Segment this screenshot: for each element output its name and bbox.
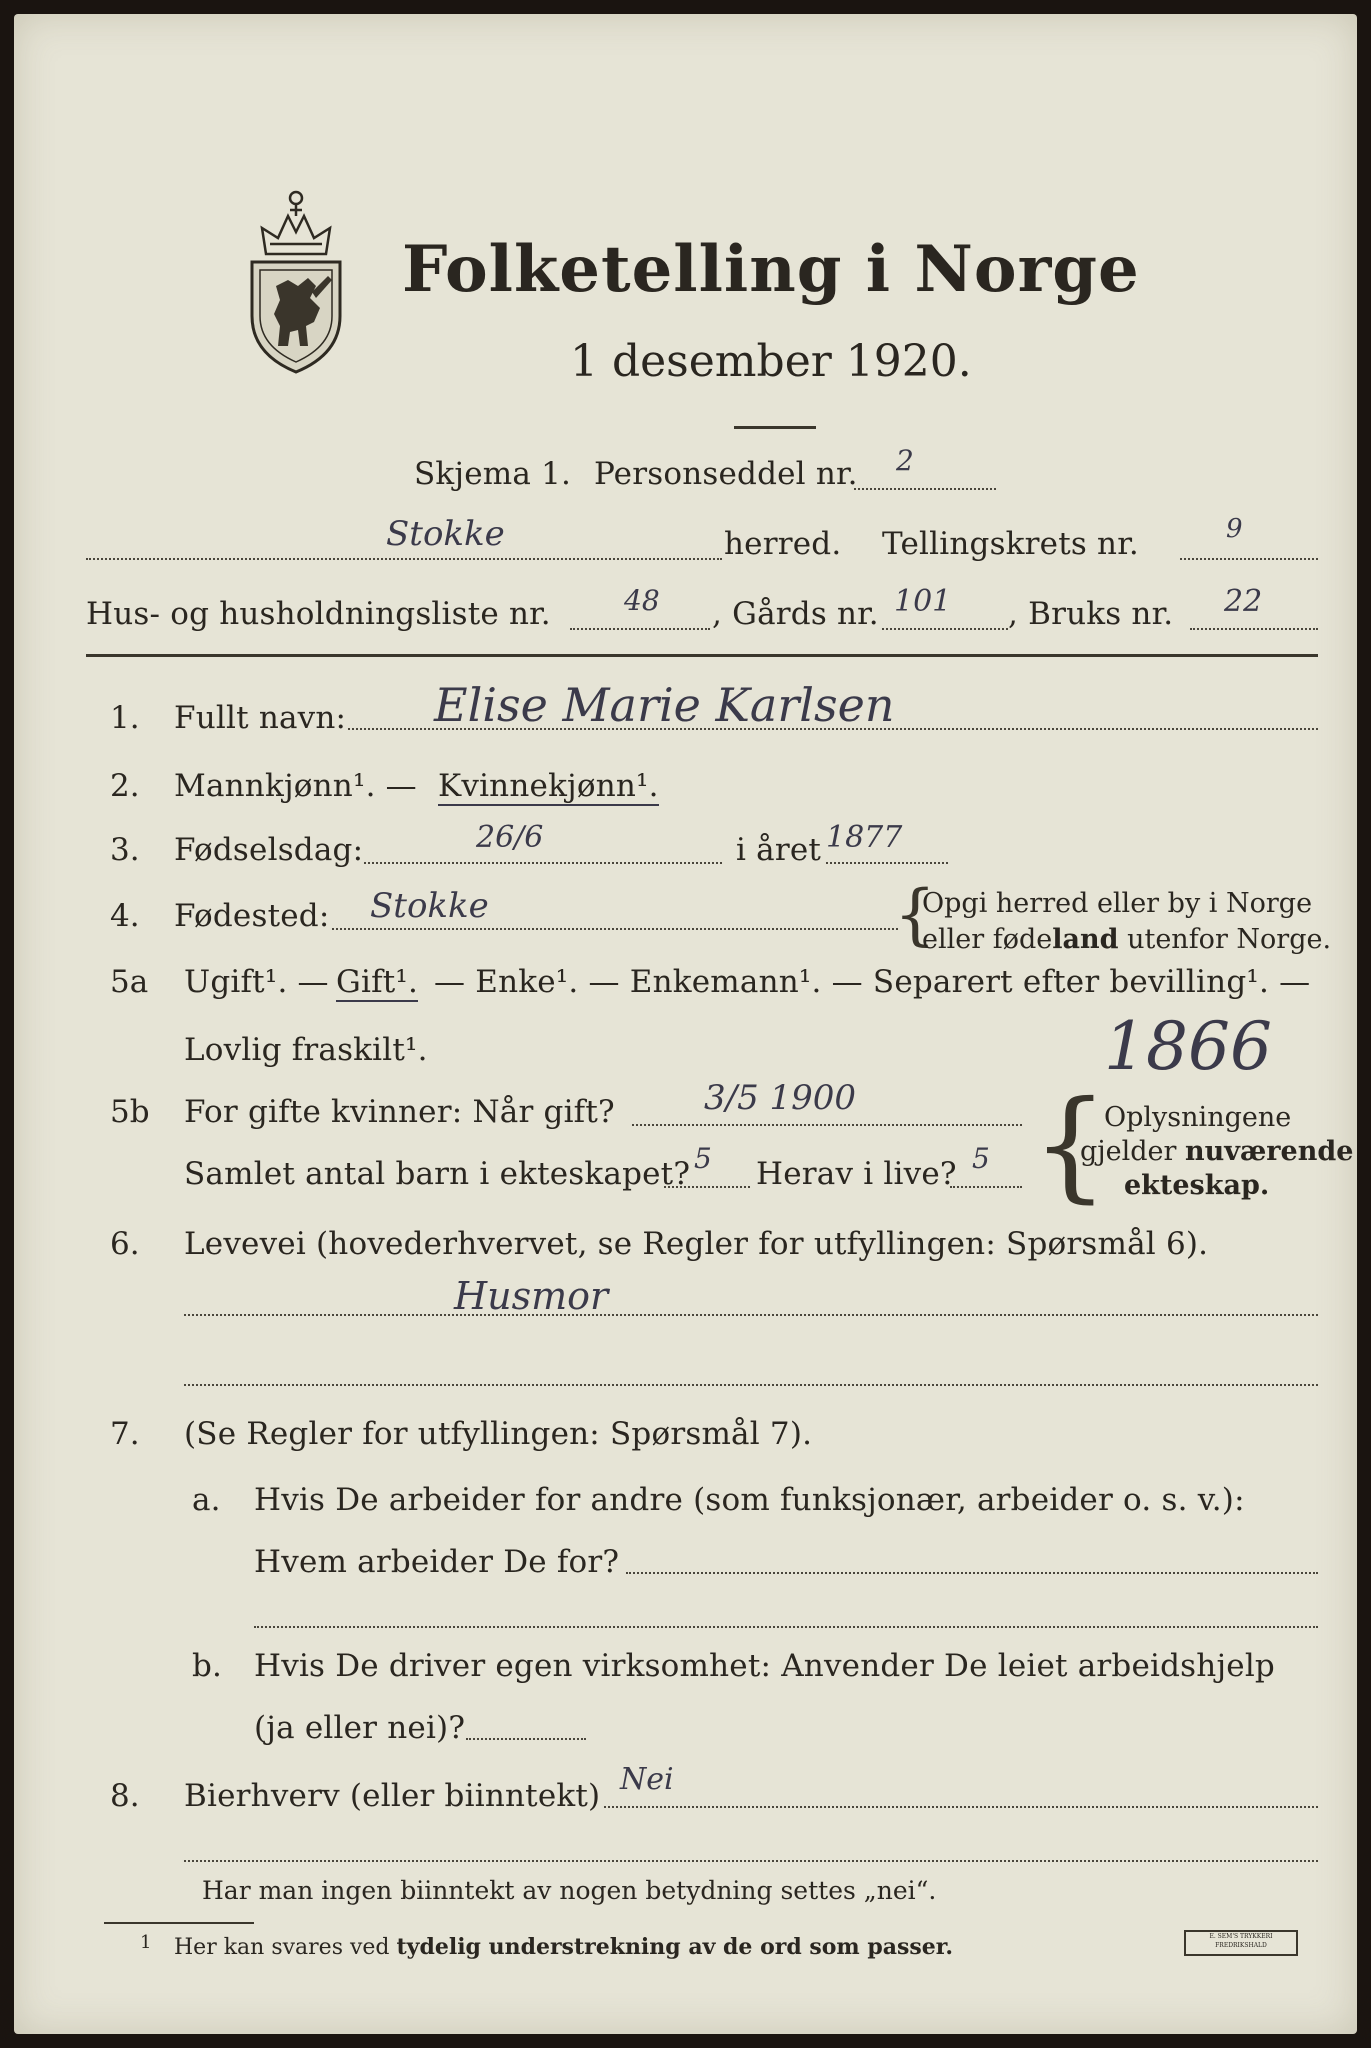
q8-note: Har man ingen biinntekt av nogen betydning settes „nei“. [202,1876,937,1905]
hired-help-field[interactable] [466,1738,586,1740]
q8-line1 [604,1806,1318,1808]
full-name-field[interactable]: Elise Marie Karlsen [434,678,895,732]
q3-year-line [826,862,948,864]
q6-label: Levevei (hovederhvervet, se Regler for utfyllingen: Spørsmål 6). [184,1226,1209,1262]
children-count-field[interactable]: 5 [694,1142,712,1175]
herred-field[interactable]: Stokke [386,514,505,554]
q4-number: 4. [110,898,140,934]
q3-label: Fødselsdag: [174,832,364,868]
q4-note-line1: Opgi herred eller by i Norge [922,888,1313,919]
personseddel-label: Personseddel nr. [594,456,858,492]
employer-field[interactable] [626,1572,1318,1574]
bruks-line [1190,628,1318,630]
bruks-field[interactable]: 22 [1224,584,1263,619]
footnote-mark: 1 [140,1932,152,1953]
footnote-rule [104,1922,254,1924]
q7a-sub-label: Hvem arbeider De for? [254,1544,620,1580]
q5b-note-line1: Oplysningene [1104,1102,1292,1133]
q5b-label: For gifte kvinner: Når gift? [184,1094,615,1130]
q6-line1 [184,1314,1318,1316]
living-children-field[interactable]: 5 [972,1142,990,1175]
form-title: Folketelling i Norge [402,232,1140,307]
husliste-line [570,628,710,630]
q7b-text: Hvis De driver egen virksomhet: Anvender De leiet arbeidshjelp [254,1648,1275,1684]
personseddel-field[interactable]: 2 [896,444,914,477]
live-line [950,1186,1022,1188]
q4-note-line2: eller fødeland utenfor Norge. [922,924,1332,955]
census-date: 1 desember 1920. [570,336,972,387]
q7b-sub-label: (ja eller nei)? [254,1710,466,1746]
occupation-field[interactable]: Husmor [454,1274,609,1318]
q5b-note-brace: { [1032,1076,1109,1215]
q5b-note-line2: gjelder nuværende [1080,1136,1354,1167]
footnote-text: Her kan svares ved tydelig understrekning av de ord som passer. [174,1934,954,1960]
gift-option[interactable]: Gift¹. [336,964,419,1000]
employer-line2[interactable] [254,1626,1318,1628]
tellingskrets-label: Tellingskrets nr. [882,526,1139,562]
q5b-line [632,1124,1022,1126]
herred-label: herred. [724,526,842,562]
barn-line [664,1186,750,1188]
q8-number: 8. [110,1778,140,1814]
fraskilt-option[interactable]: Lovlig fraskilt¹. [184,1032,428,1068]
q7-label: (Se Regler for utfyllingen: Spørsmål 7). [184,1416,813,1452]
herred-line [86,558,722,560]
q7a-text: Hvis De arbeider for andre (som funksjonær, arbeider o. s. v.): [254,1482,1245,1518]
q8-label: Bierhverv (eller biinntekt) [184,1778,601,1814]
barn-label: Samlet antal barn i ekteskapet? [184,1156,691,1192]
header-rule [86,654,1318,657]
husliste-field[interactable]: 48 [624,584,660,617]
live-label: Herav i live? [756,1156,957,1192]
q6-number: 6. [110,1226,140,1262]
q1-label: Fullt navn: [174,700,347,736]
birth-year-field[interactable]: 1877 [826,820,903,855]
q4-note-brace: { [894,876,936,953]
printer-stamp: E. SEM'S TRYKKERI FREDRIKSHALD [1184,1930,1298,1956]
q3-year-label: i året [736,832,822,868]
tellingskrets-field[interactable]: 9 [1226,514,1243,544]
q2-number: 2. [110,768,140,804]
q6-line2 [184,1384,1318,1386]
bruks-label: , Bruks nr. [1008,596,1174,632]
skjema-label: Skjema 1. [414,456,572,492]
mannkjonn-option[interactable]: Mannkjønn¹. — [174,768,417,804]
birthday-field[interactable]: 26/6 [476,820,544,855]
q7-number: 7. [110,1416,140,1452]
personseddel-line [854,488,996,490]
birthplace-field[interactable]: Stokke [370,886,489,926]
side-income-field[interactable]: Nei [620,1762,674,1797]
gards-label: , Gårds nr. [712,596,879,632]
q4-label: Fødested: [174,898,330,934]
sivilstand-options[interactable]: — Enke¹. — Enkemann¹. — Separert efter bevilling¹. — [434,964,1311,1000]
q3-number: 3. [110,832,140,868]
q1-number: 1. [110,700,140,736]
gards-line [882,628,1008,630]
q7a-letter: a. [192,1482,221,1518]
husliste-label: Hus- og husholdningsliste nr. [86,596,551,632]
gards-field[interactable]: 101 [894,584,952,619]
q5b-number: 5b [110,1094,150,1130]
census-form-sheet [14,14,1357,2034]
q4-line [332,928,898,930]
q5b-note-line3: ekteskap. [1124,1170,1270,1201]
ugift-option[interactable]: Ugift¹. — [184,964,329,1000]
title-divider [734,426,816,429]
q3-line [364,862,722,864]
q5a-number: 5a [110,964,149,1000]
q8-line2 [184,1860,1318,1862]
kvinnekjonn-option[interactable]: Kvinnekjønn¹. [438,768,659,804]
margin-note-year: 1866 [1104,1008,1272,1085]
norwegian-coat-of-arms-icon [236,176,356,376]
tellingskrets-line [1180,558,1318,560]
q7b-letter: b. [192,1648,223,1684]
marriage-date-field[interactable]: 3/5 1900 [704,1078,857,1118]
